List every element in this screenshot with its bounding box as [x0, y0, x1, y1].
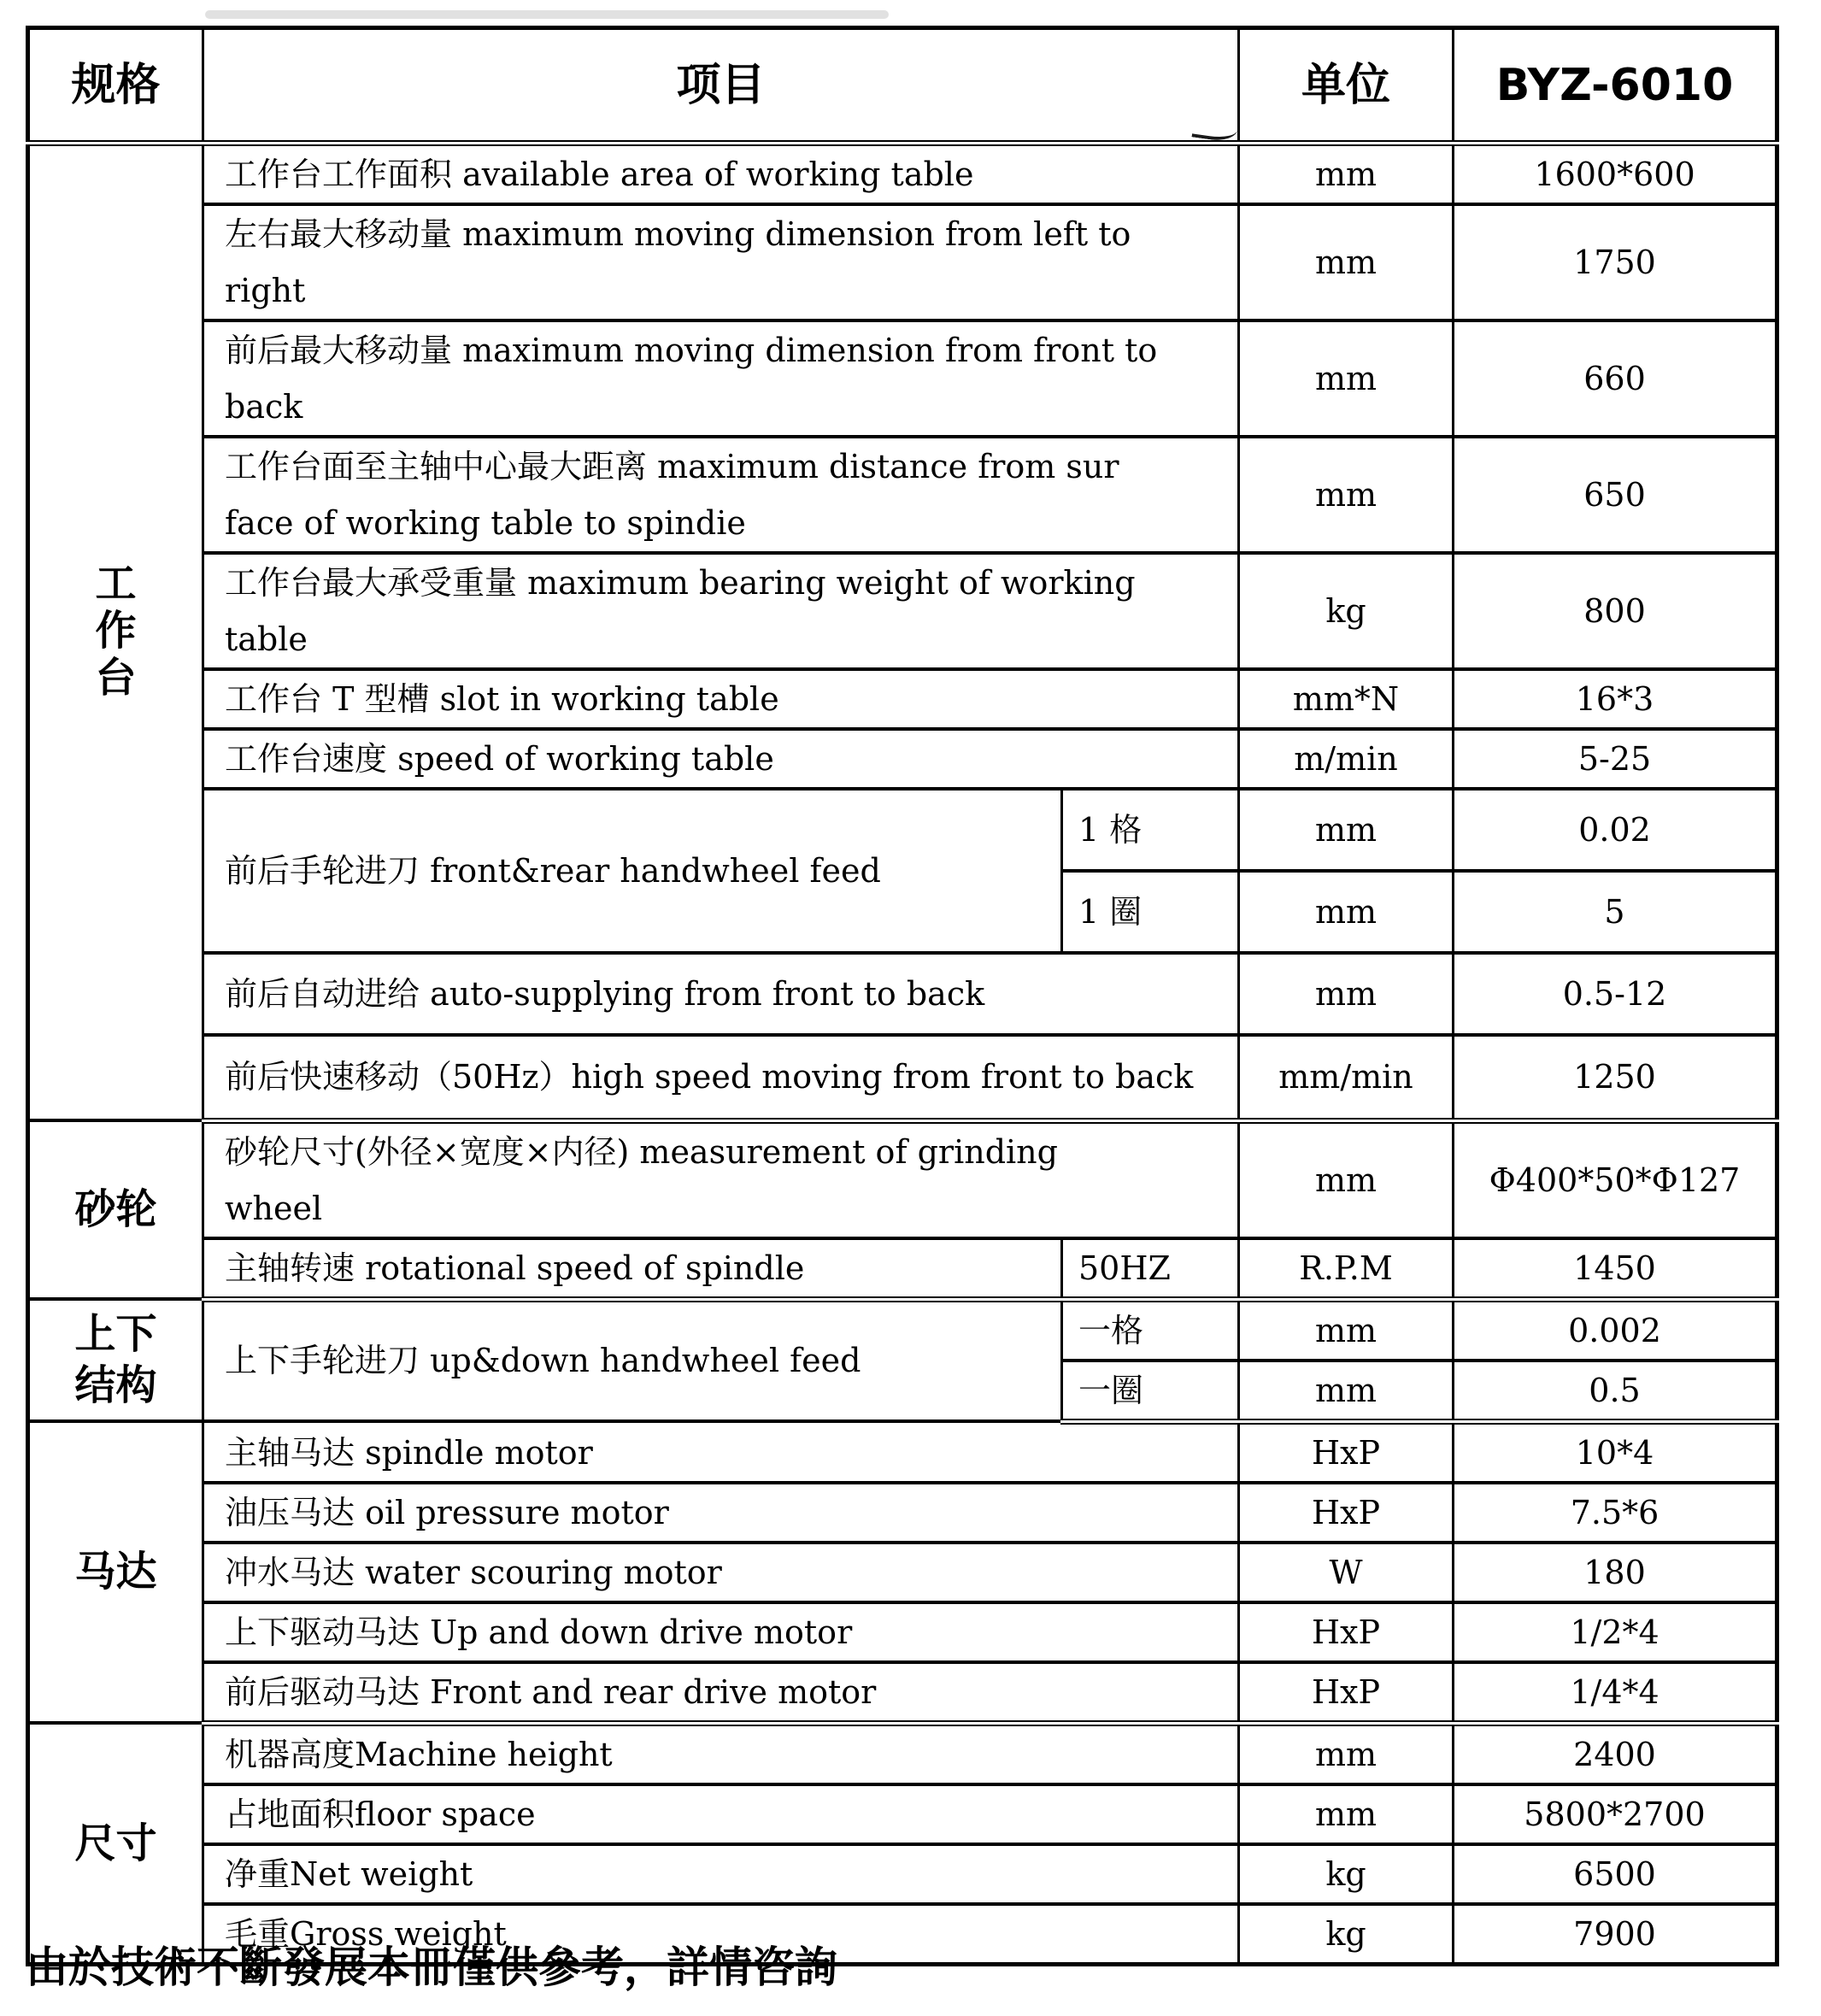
table-row: [28, 1483, 1777, 1543]
value-cell: 1600*600: [1454, 144, 1777, 205]
subitem-cell: 1 圈: [1062, 871, 1239, 953]
group-label-worktable: 工作台: [28, 144, 203, 1121]
unit-cell: HxP: [1239, 1421, 1454, 1483]
value-cell: 5800*2700: [1454, 1784, 1777, 1844]
scan-artifact: [205, 10, 889, 19]
value-cell: Φ400*50*Φ127: [1454, 1120, 1777, 1238]
unit-cell: HxP: [1239, 1483, 1454, 1543]
item-cell: 工作台速度 speed of working table: [203, 729, 1239, 789]
unit-cell: R.P.M: [1239, 1238, 1454, 1300]
table-row: [28, 1723, 1777, 1784]
item-cell: 前后驱动马达 Front and rear drive motor: [203, 1662, 1239, 1724]
table-row: [28, 1844, 1777, 1904]
value-cell: 5: [1454, 871, 1777, 953]
table-row: [28, 1299, 1777, 1361]
subitem-cell: 1 格: [1062, 789, 1239, 871]
unit-cell: kg: [1239, 1904, 1454, 1965]
value-cell: 2400: [1454, 1723, 1777, 1784]
value-cell: 7.5*6: [1454, 1483, 1777, 1543]
item-cell: 工作台 T 型槽 slot in working table: [203, 669, 1239, 729]
value-cell: 180: [1454, 1543, 1777, 1602]
table-row: [28, 204, 1777, 320]
group-label-updown: 上下结构: [28, 1299, 203, 1421]
value-cell: 6500: [1454, 1844, 1777, 1904]
unit-cell: HxP: [1239, 1602, 1454, 1662]
item-cell: 占地面积floor space: [203, 1784, 1239, 1844]
unit-cell: mm: [1239, 437, 1454, 553]
value-cell: 16*3: [1454, 669, 1777, 729]
value-cell: 7900: [1454, 1904, 1777, 1965]
spec-table: [26, 26, 1779, 1966]
subitem-cell: 50HZ: [1062, 1238, 1239, 1300]
table-row: [28, 320, 1777, 437]
item-cell: 前后最大移动量 maximum moving dimension from front to back: [203, 320, 1239, 437]
unit-cell: mm: [1239, 1361, 1454, 1422]
item-cell: 工作台最大承受重量 maximum bearing weight of working table: [203, 553, 1239, 669]
table-row: [28, 1120, 1777, 1238]
item-cell: 主轴马达 spindle motor: [203, 1421, 1239, 1483]
unit-cell: mm: [1239, 953, 1454, 1035]
value-cell: 1/2*4: [1454, 1602, 1777, 1662]
item-cell: 工作台面至主轴中心最大距离 maximum distance from sur face of working table to spindie: [203, 437, 1239, 553]
item-cell: 主轴转速 rotational speed of spindle: [203, 1238, 1062, 1300]
unit-cell: W: [1239, 1543, 1454, 1602]
value-cell: 0.5-12: [1454, 953, 1777, 1035]
header-item: 项目: [203, 28, 1239, 144]
unit-cell: mm: [1239, 1299, 1454, 1361]
unit-cell: mm: [1239, 1784, 1454, 1844]
table-row: [28, 669, 1777, 729]
table-row: [28, 553, 1777, 669]
unit-cell: mm: [1239, 1120, 1454, 1238]
item-cell: 上下驱动马达 Up and down drive motor: [203, 1602, 1239, 1662]
unit-cell: mm: [1239, 1723, 1454, 1784]
group-label-size: 尺寸: [28, 1723, 203, 1964]
table-row: [28, 437, 1777, 553]
value-cell: 800: [1454, 553, 1777, 669]
item-cell: 上下手轮进刀 up&down handwheel feed: [203, 1299, 1062, 1421]
header-spec: 规格: [28, 28, 203, 144]
subitem-cell: 一格: [1062, 1299, 1239, 1361]
value-cell: 1/4*4: [1454, 1662, 1777, 1724]
value-cell: 660: [1454, 320, 1777, 437]
item-cell: 净重Net weight: [203, 1844, 1239, 1904]
table-row: [28, 1543, 1777, 1602]
header-model: BYZ-6010: [1454, 28, 1777, 144]
disclaimer-text: 由於技術不斷發展本冊僅供參考，詳情咨詢: [26, 1943, 837, 1992]
item-cell: 冲水马达 water scouring motor: [203, 1543, 1239, 1602]
table-row: [28, 1784, 1777, 1844]
item-cell: 砂轮尺寸(外径×宽度×内径) measurement of grinding wheel: [203, 1120, 1239, 1238]
item-cell: 前后快速移动（50Hz）high speed moving from front to back: [203, 1035, 1239, 1120]
group-label-wheel: 砂轮: [28, 1120, 203, 1299]
table-row: [28, 144, 1777, 205]
unit-cell: HxP: [1239, 1662, 1454, 1724]
table-row: [28, 729, 1777, 789]
value-cell: 0.002: [1454, 1299, 1777, 1361]
item-cell: 前后手轮进刀 front&rear handwheel feed: [203, 789, 1062, 953]
item-cell: 油压马达 oil pressure motor: [203, 1483, 1239, 1543]
value-cell: 650: [1454, 437, 1777, 553]
item-cell: 工作台工作面积 available area of working table: [203, 144, 1239, 205]
unit-cell: kg: [1239, 1844, 1454, 1904]
unit-cell: mm*N: [1239, 669, 1454, 729]
table-row: [28, 1662, 1777, 1724]
item-cell: 毛重Gross weight: [203, 1904, 1239, 1965]
header-row: [28, 28, 1777, 144]
value-cell: 1750: [1454, 204, 1777, 320]
value-cell: 10*4: [1454, 1421, 1777, 1483]
table-row: [28, 1238, 1777, 1300]
unit-cell: mm/min: [1239, 1035, 1454, 1120]
unit-cell: mm: [1239, 871, 1454, 953]
unit-cell: mm: [1239, 204, 1454, 320]
table-row: [28, 1035, 1777, 1120]
value-cell: 0.02: [1454, 789, 1777, 871]
header-unit: 单位: [1239, 28, 1454, 144]
value-cell: 0.5: [1454, 1361, 1777, 1422]
value-cell: 1450: [1454, 1238, 1777, 1300]
table-row: [28, 1602, 1777, 1662]
group-label-motor: 马达: [28, 1421, 203, 1723]
value-cell: 5-25: [1454, 729, 1777, 789]
unit-cell: mm: [1239, 789, 1454, 871]
item-cell: 机器高度Machine height: [203, 1723, 1239, 1784]
table-row: [28, 1421, 1777, 1483]
value-cell: 1250: [1454, 1035, 1777, 1120]
table-row: [28, 953, 1777, 1035]
table-row: [28, 789, 1777, 871]
item-cell: 左右最大移动量 maximum moving dimension from left to right: [203, 204, 1239, 320]
unit-cell: mm: [1239, 320, 1454, 437]
unit-cell: kg: [1239, 553, 1454, 669]
unit-cell: m/min: [1239, 729, 1454, 789]
subitem-cell: 一圈: [1062, 1361, 1239, 1422]
item-cell: 前后自动进给 auto-supplying from front to back: [203, 953, 1239, 1035]
unit-cell: mm: [1239, 144, 1454, 205]
